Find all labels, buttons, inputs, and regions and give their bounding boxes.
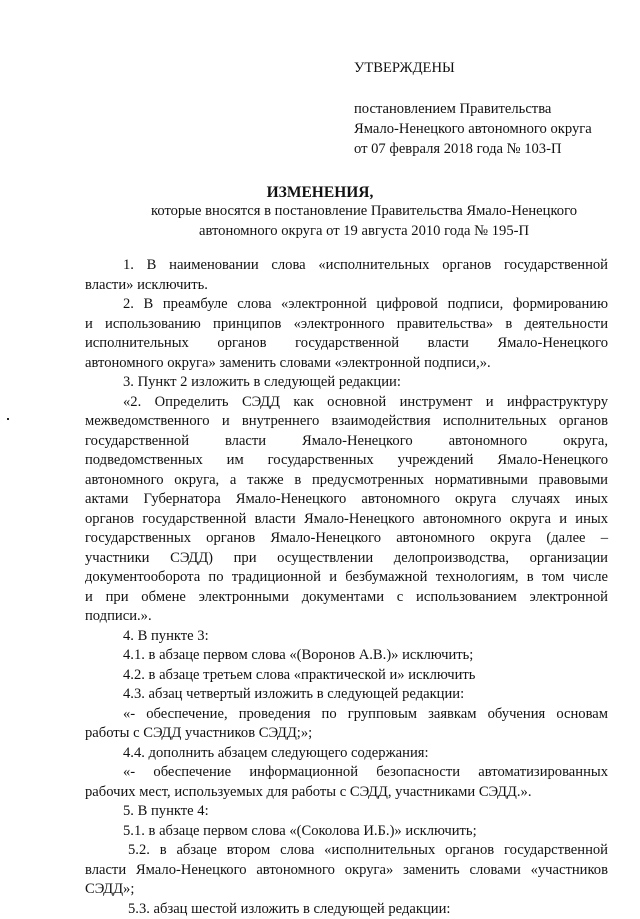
body-line: 5.3. абзац шестой изложить в следующей редакции: xyxy=(85,900,608,919)
body-line: участники СЭДД) при осуществлении делопроизводства, организации xyxy=(85,549,608,569)
body-line: «- обеспечение информационной безопасности автоматизированных xyxy=(85,763,608,783)
body-line: 3. Пункт 2 изложить в следующей редакции: xyxy=(85,373,608,393)
body-line: «2. Определить СЭДД как основной инструмент и инфраструктуру xyxy=(85,393,608,413)
body-line: автономного округа, а также в предусмотренных нормативными правовыми xyxy=(85,471,608,491)
subtitle-line: автономного округа от 19 августа 2010 года № 195-П xyxy=(88,222,640,242)
body-line: 5.2. в абзаце втором слова «исполнительных органов государственной xyxy=(85,841,608,861)
body-line: рабочих мест, используемых для работы с СЭДД, участниками СЭДД.». xyxy=(85,783,608,803)
body-line: 5.1. в абзаце первом слова «(Соколова И.Б.)» исключить; xyxy=(85,822,608,842)
subtitle-line: которые вносятся в постановление Правительства Ямало-Ненецкого xyxy=(88,202,640,222)
body-line: подведомственных им государственных учреждений Ямало-Ненецкого xyxy=(85,451,608,471)
body-line: 1. В наименовании слова «исполнительных органов государственной xyxy=(85,256,608,276)
body-line: исполнительных органов государственной власти Ямало-Ненецкого xyxy=(85,334,608,354)
body-line: и использованию принципов «электронного правительства» в деятельности xyxy=(85,315,608,335)
body-line: 4. В пункте 3: xyxy=(85,627,608,647)
body-line: автономного округа» заменить словами «электронной подписи,». xyxy=(85,354,608,374)
body-line: «- обеспечение, проведения по групповым заявкам обучения основам xyxy=(85,705,608,725)
body-line: 2. В преамбуле слова «электронной цифровой подписи, формированию xyxy=(85,295,608,315)
body-line: 4.1. в абзаце первом слова «(Воронов А.В.)» исключить; xyxy=(85,646,608,666)
body-line: государственных органов Ямало-Ненецкого автономного округа (далее – xyxy=(85,529,608,549)
approval-block xyxy=(354,58,592,159)
body-line: межведомственного и внутреннего взаимодействия исполнительных органов xyxy=(85,412,608,432)
body-line: работы с СЭДД участников СЭДД;»; xyxy=(85,724,608,744)
body-line: 4.3. абзац четвертый изложить в следующей редакции: xyxy=(85,685,608,705)
document-body xyxy=(85,256,608,919)
approval-line: постановлением Правительства xyxy=(354,99,592,119)
approval-line: от 07 февраля 2018 года № 103-П xyxy=(354,139,592,159)
body-line: 4.2. в абзаце третьем слова «практической и» исключить xyxy=(85,666,608,686)
body-line: 4.4. дополнить абзацем следующего содержания: xyxy=(85,744,608,764)
body-line: 5. В пункте 4: xyxy=(85,802,608,822)
body-line: государственной власти Ямало-Ненецкого автономного округа, xyxy=(85,432,608,452)
approval-line: Ямало-Ненецкого автономного округа xyxy=(354,119,592,139)
body-line: подписи.». xyxy=(85,607,608,627)
body-line: СЭДД»; xyxy=(85,880,608,900)
body-line: актами Губернатора Ямало-Ненецкого автономного округа случаях иных xyxy=(85,490,608,510)
body-line: власти Ямало-Ненецкого автономного округа» заменить словами «участников xyxy=(85,861,608,881)
body-line: власти» исключить. xyxy=(85,276,608,296)
body-line: документооборота по традиционной и безбумажной технологиям, в том числе xyxy=(85,568,608,588)
body-line: и при обмене электронными документами с использованием электронной xyxy=(85,588,608,608)
scan-speck xyxy=(7,418,9,420)
approval-heading: УТВЕРЖДЕНЫ xyxy=(354,58,592,78)
body-line: органов государственной власти Ямало-Ненецкого автономного округа и иных xyxy=(85,510,608,530)
document-title: ИЗМЕНЕНИЯ, xyxy=(0,183,640,203)
document-subtitle xyxy=(88,202,640,241)
